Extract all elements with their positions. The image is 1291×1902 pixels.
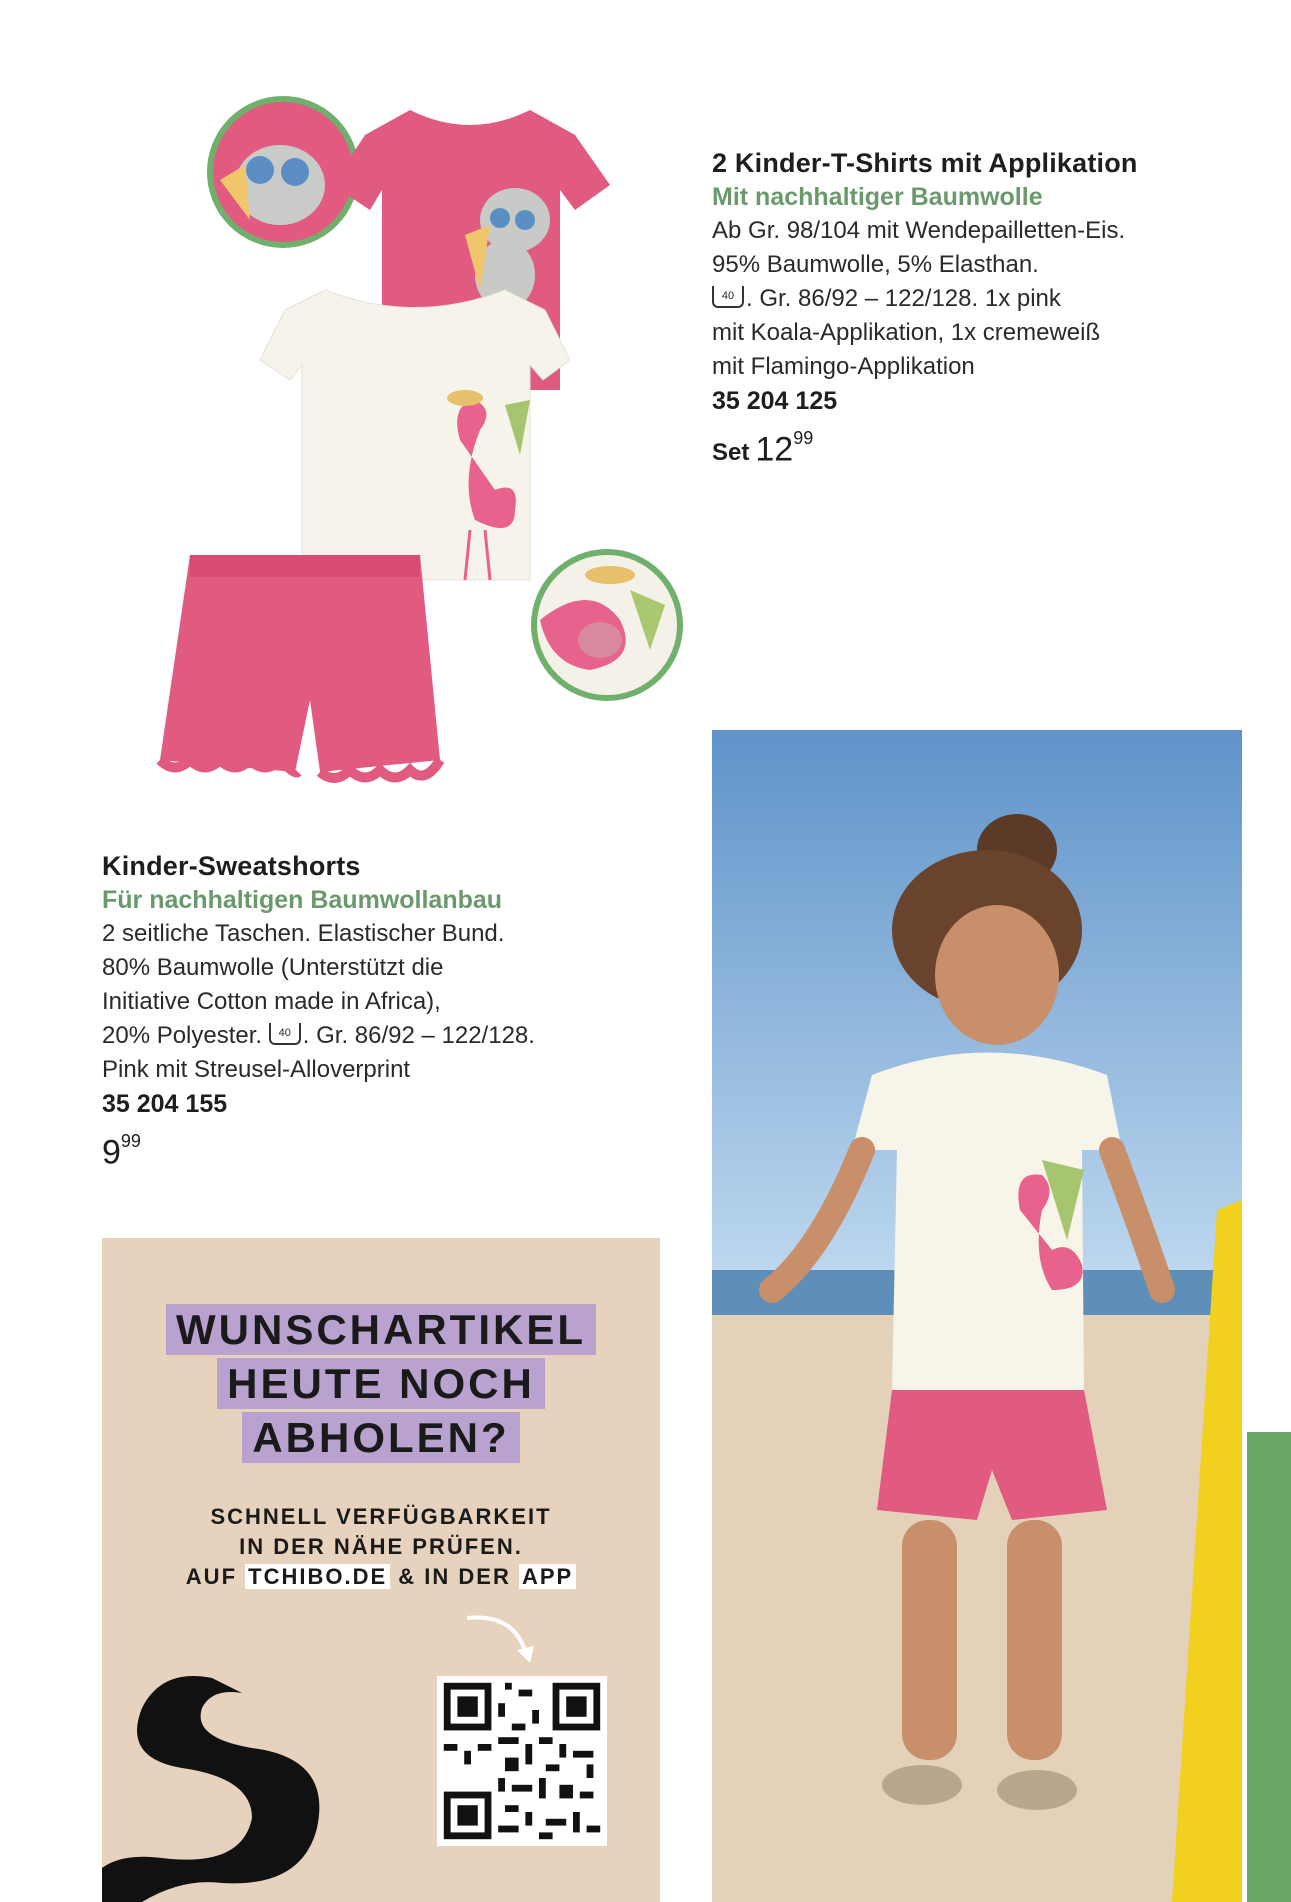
green-side-bar bbox=[1247, 1432, 1291, 1902]
product2-price: $9^{99}$ bbox=[102, 1131, 141, 1172]
flamingo-detail-circle bbox=[534, 552, 680, 698]
product1-line-2: 95% Baumwolle, 5% Elasthan. bbox=[712, 251, 1039, 278]
wash-40-icon: 40 bbox=[712, 286, 744, 308]
product2-title: Kinder-Sweatshorts bbox=[102, 851, 361, 881]
product2-subtitle: Für nachhaltigen Baumwollanbau bbox=[102, 886, 503, 914]
tchibo-logo-icon bbox=[102, 1668, 352, 1902]
pink-shorts bbox=[160, 555, 440, 778]
white-tshirt bbox=[260, 290, 570, 580]
product1-title: 2 Kinder-T-Shirts mit Applikation bbox=[712, 148, 1138, 178]
product1-line-1: Ab Gr. 98/104 mit Wendepailletten-Eis. bbox=[712, 217, 1126, 244]
product1-text-block bbox=[712, 146, 1272, 473]
click-collect-promo-card bbox=[102, 1238, 660, 1902]
promo-headline-2: HEUTE NOCH bbox=[102, 1360, 660, 1408]
product2-line-3: Initiative Cotton made in Africa), bbox=[102, 988, 441, 1015]
product1-line-5: mit Flamingo-Applikation bbox=[712, 353, 975, 380]
curved-arrow-icon bbox=[462, 1608, 542, 1668]
product1-line-3: 40 . Gr. 86/92 – 122/128. 1x pink bbox=[712, 282, 1272, 316]
product-image-tshirts-shorts bbox=[120, 60, 720, 800]
promo-line-2: IN DER NÄHE PRÜFEN. bbox=[239, 1534, 523, 1559]
product2-line-5: Pink mit Streusel-Alloverprint bbox=[102, 1056, 411, 1083]
product1-price: Set $12^{99}$ bbox=[712, 428, 814, 469]
product2-article-number: 35 204 155 bbox=[102, 1090, 228, 1118]
product2-line-4: 20% Polyester. 40 . Gr. 86/92 – 122/128. bbox=[102, 1022, 535, 1049]
product1-article-number: 35 204 125 bbox=[712, 387, 838, 415]
tchibo-link[interactable]: TCHIBO.DE bbox=[245, 1564, 390, 1589]
product1-line-4: mit Koala-Applikation, 1x cremeweiß bbox=[712, 319, 1101, 346]
promo-line-1: SCHNELL VERFÜGBARKEIT bbox=[210, 1504, 552, 1529]
product2-line-2: 80% Baumwolle (Unterstützt die bbox=[102, 954, 444, 981]
qr-code[interactable] bbox=[437, 1676, 607, 1846]
promo-headline-1: WUNSCHARTIKEL bbox=[102, 1306, 660, 1354]
product2-text-block bbox=[102, 849, 662, 1172]
product1-subtitle: Mit nachhaltiger Baumwolle bbox=[712, 183, 1043, 211]
promo-line-3: AUF TCHIBO.DE & IN DER APP bbox=[102, 1564, 660, 1590]
child-beach-photo bbox=[712, 730, 1242, 1902]
product2-line-1: 2 seitliche Taschen. Elastischer Bund. bbox=[102, 920, 505, 947]
promo-headline-3: ABHOLEN? bbox=[102, 1414, 660, 1462]
koala-detail-circle bbox=[210, 99, 356, 245]
wash-40-icon: 40 bbox=[269, 1023, 301, 1045]
